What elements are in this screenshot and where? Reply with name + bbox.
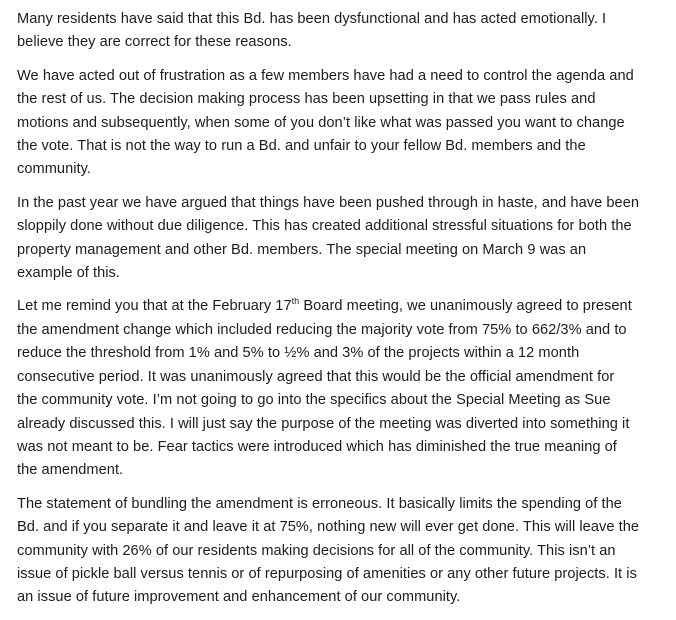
text-line: The statement of bundling the amendment is erroneous. It basically limits the spending of the <box>17 495 622 512</box>
document-body <box>17 8 669 620</box>
text-line: motions and subsequently, when some of you don’t like what was passed you want to change <box>17 114 625 131</box>
text-line: the rest of us. The decision making process has been upsetting in that we pass rules and <box>17 91 596 108</box>
text-fragment: Board meeting, we unanimously agreed to present <box>299 298 632 315</box>
text-line: example of this. <box>17 265 121 282</box>
text-line: the community vote. I’m not going to go into the specifics about the Special Meeting as Sue <box>17 392 611 409</box>
text-fragment: Let me remind you that at the February 17 <box>17 298 292 315</box>
paragraph-frustration <box>17 65 669 182</box>
text-line: In the past year we have argued that things have been pushed through in haste, and have been <box>17 194 640 211</box>
text-line: the amendment. <box>17 462 124 479</box>
text-line: property management and other Bd. members. The special meeting on March 9 was an <box>17 241 587 258</box>
text-line: sloppily done without due diligence. This has created additional stressful situations for both the <box>17 218 632 235</box>
text-line: was not meant to be. Fear tactics were introduced which has diminished the true meaning of <box>17 438 617 455</box>
paragraph-february-meeting <box>17 295 669 482</box>
text-line: We have acted out of frustration as a few members have had a need to control the agenda and <box>17 67 634 84</box>
text-line: an issue of future improvement and enhancement of our community. <box>17 589 461 606</box>
paragraph-dysfunctional <box>17 8 669 55</box>
text-line: believe they are correct for these reasons. <box>17 34 292 51</box>
text-line: Bd. and if you separate it and leave it at 75%, nothing new will ever get done. This will leave the <box>17 519 640 536</box>
text-line: issue of pickle ball versus tennis or of repurposing of amenities or any other future projects. It is <box>17 565 637 582</box>
text-line: the vote. That is not the way to run a Bd. and unfair to your fellow Bd. members and the <box>17 138 586 155</box>
text-line: already discussed this. I will just say the purpose of the meeting was diverted into something it <box>17 415 630 432</box>
text-line: community with 26% of our residents making decisions for all of the community. This isn’t an <box>17 542 616 559</box>
superscript-th: th <box>291 295 300 306</box>
paragraph-past-year <box>17 192 669 286</box>
text-line: community. <box>17 161 92 178</box>
text-line: Many residents have said that this Bd. has been dysfunctional and has acted emotionally. I <box>17 11 607 27</box>
text-line: consecutive period. It was unanimously agreed that this would be the official amendment for <box>17 368 615 385</box>
text-line: reduce the threshold from 1% and 5% to ½% and 3% of the projects within a 12 month <box>17 345 580 362</box>
paragraph-bundling <box>17 493 669 610</box>
text-line: the amendment change which included reducing the majority vote from 75% to 662/3% and to <box>17 321 627 338</box>
text-line <box>17 295 669 318</box>
